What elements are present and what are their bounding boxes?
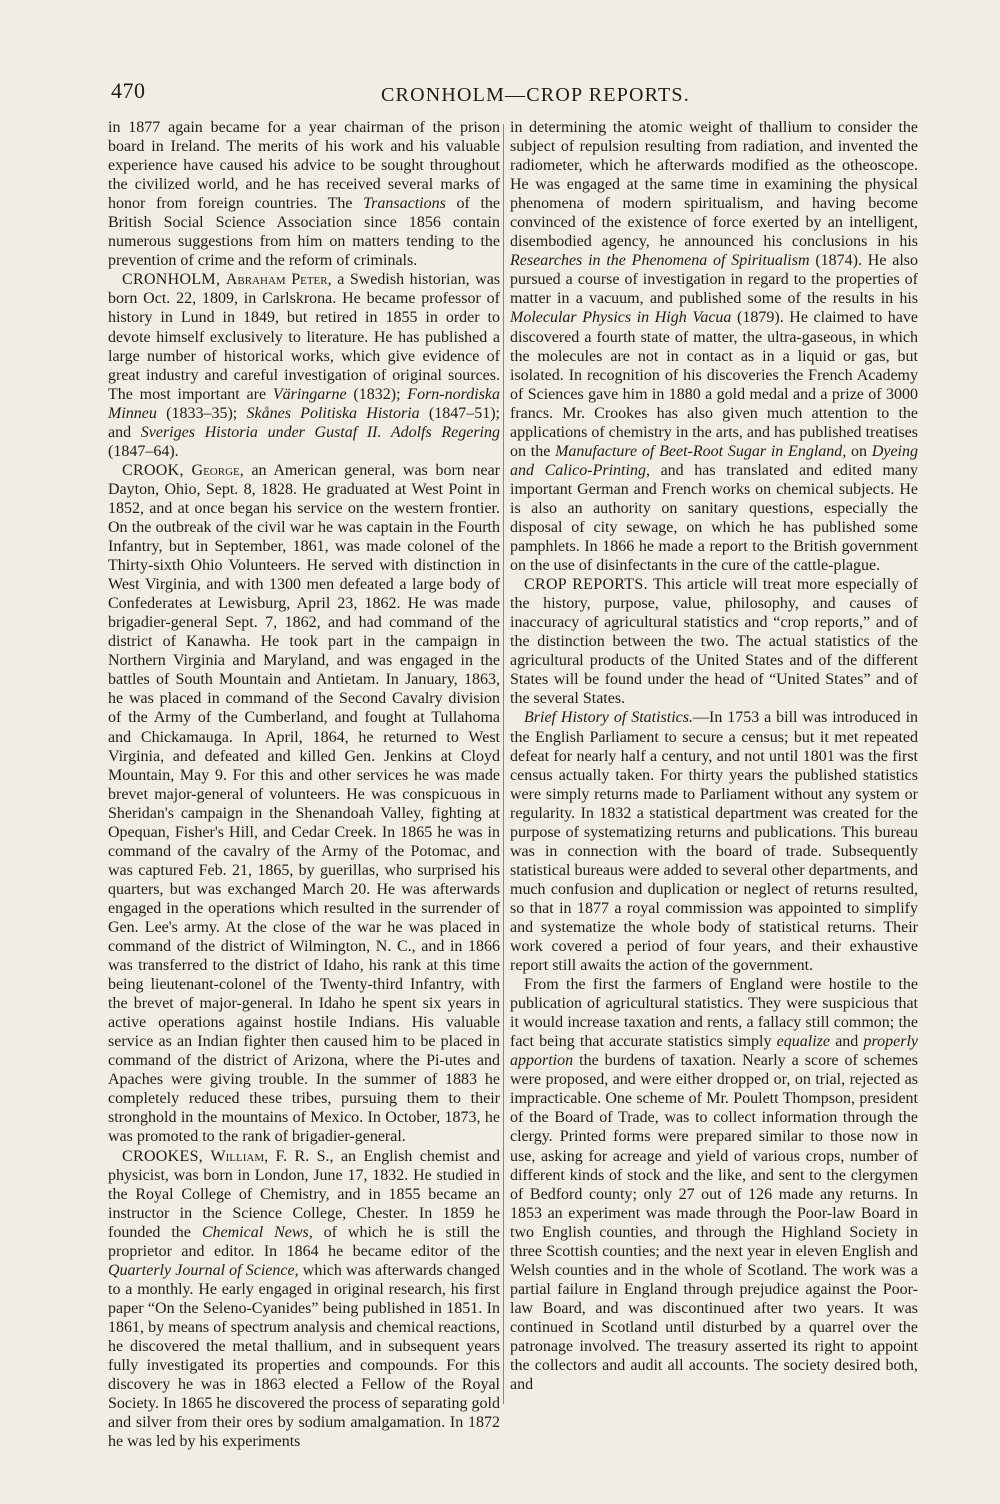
entry-head-crook: CROOK, <box>122 461 184 479</box>
entry-crook: CROOK, George, an American general, was born near Dayton, Ohio, Sept. 8, 1828. He graduated at West Point in 1852, and at once began his service on the western frontier. On the outbreak of the civil war he was captain in the Fourth Infantry, but in September, 1861, was made colonel of the Thirty-sixth Ohio Volunteers. He served with distinction in West Virginia, and with 1300 men defeated a large body of Confederates at Lewisburg, April 23, 1862. He was made brigadier-general Sept. 7, 1862, and had command of the district of Kanawha. He took part in the campaign in Northern Virginia and Maryland, and was engaged in the battles of South Mountain and Antietam. In January, 1863, he was placed in command of the Second Cavalry division of the Army of the Cumberland, and fought at Tullahoma and Chickamauga. In April, 1864, he returned to West Virginia, and defeated and killed Gen. Jenkins at Cloyd Mountain, May 9. For this and other services he was made brevet major-general of volunteers. He was conspicuous in Sheridan's campaign in the Shenandoah Valley, fighting at Opequan, Fisher's Hill, and Cedar Creek. In 1865 he was in command of the cavalry of the Army of the Potomac, and was captured Feb. 21, 1865, by guerillas, who surprised his quarters, but was exchanged March 20. He was afterwards engaged in the operations which resulted in the surrender of Gen. Lee's army. At the close of the war he was placed in command of the district of Wilmington, N. C., and in 1866 was transferred to the district of Idaho, his rank at this time being lieutenant-colonel of the Twenty-third Infantry, with the brevet of major-general. In Idaho he spent six years in active operations against hostile Indians. His valuable service as an Indian fighter then caused him to be placed in command of the district of Arizona, where the Pi-utes and Apaches were giving trouble. In the summer of 1883 he completely reduced these tribes, pursuing them to their stronghold in the mountains of Mexico. In October, 1873, he was promoted to the rank of brigadier-general. <box>108 461 501 1146</box>
prison-reform-paragraph: in 1877 again became for a year chairman of the prison board in Ireland. The merits of his work and his valuable experience have caused his advice to be sought throughout the civilized world, and he has received several marks of honor from foreign countries. The Transactions of the British Social Science Association since 1856 contain numerous suggestions from him on matters tending to the prevention of crime and the reform of criminals. <box>108 119 501 270</box>
left-column <box>108 118 500 1451</box>
right-column <box>510 118 918 1394</box>
entry-head-crookes: CROOKES, <box>122 1147 204 1165</box>
entry-name-crookes: William, <box>210 1147 269 1165</box>
entry-name-cronholm: Abraham Peter, <box>225 271 332 289</box>
page-header <box>0 74 1000 114</box>
entry-cronholm: CRONHOLM, Abraham Peter, a Swedish historian, was born Oct. 22, 1809, in Carlskrona. He became professor of history in Lund in 1849, but retired in 1855 in order to devote himself exclusively to literature. He has published a large number of historical works, which give evidence of great industry and careful investigation of original sources. The most important are Väringarne (1832); Forn-nordiska Minneu (1833–35); Skånes Politiska Historia (1847–51); and Sveriges Historia under Gustaf II. Adolfs Regering (1847–64). <box>108 271 501 460</box>
page-number: 470 <box>111 78 146 103</box>
column-divider <box>503 124 504 1404</box>
entry-crop-reports: CROP REPORTS. This article will treat more especially of the history, purpose, value, philosophy, and causes of inaccuracy of agricultural statistics and “crop reports,” and of the distinction between the two. The actual statistics of the agricultural products of the United States and of the different States will be found under the head of “United States” and of the several States. <box>510 576 918 708</box>
running-head: CRONHOLM—CROP REPORTS. <box>381 84 690 106</box>
entry-name-crook: George, <box>191 461 244 479</box>
entry-crookes: CROOKES, William, F. R. S., an English chemist and physicist, was born in London, June 17, 1832. He studied in the Royal College of Chemistry, and in 1855 became an instructor in the Science College, Chester. In 1859 he founded the Chemical News, of which he is still the proprietor and editor. In 1864 he became editor of the Quarterly Journal of Science, which was afterwards changed to a monthly. He early engaged in original research, his first paper “On the Seleno-Cyanides” being published in 1851. In 1861, by means of spectrum analysis and chemical reactions, he discovered the metal thallium, and in subsequent years fully investigated its properties and compounds. For this discovery he was in 1863 elected a Fellow of the Royal Society. In 1865 he discovered the process of separating gold and silver from their ores by sodium amalgamation. In 1872 he was led by his experiments <box>108 1147 501 1451</box>
farmers-paragraph: From the first the farmers of England were hostile to the publication of agricultural statistics. They were suspicious that it would increase taxation and rents, a fallacy still common; the fact being that accurate statistics simply equalize and properly apportion the burdens of taxation. Nearly a score of schemes were proposed, and were either dropped or, on trial, rejected as impracticable. One scheme of Mr. Poulett Thompson, president of the Board of Trade, was to collect information through the clergy. Printed forms were prepared similar to those now in use, asking for acreage and yield of various crops, number of different kinds of stock and the like, and sent to the clergymen of Bedford county; only 27 out of 126 made any returns. In 1853 an experiment was made through the Poor-law Board in two English counties, and through the Highland Society in three Scottish counties; and the next year in eleven English and Welsh counties and in the whole of Scotland. The work was a partial failure in England through prejudice against the Poor-law Board, and was discontinued after two years. It was continued in Scotland until disturbed by a quarrel over the patronage involved. The treasury asserted its right to appoint the collectors and audit all accounts. The society desired both, and <box>510 976 919 1394</box>
entry-head-crop-reports: CROP REPORTS. <box>524 576 648 594</box>
brief-history-paragraph: Brief History of Statistics.—In 1753 a bill was introduced in the English Parliament to secure a census; but it met repeated defeat for nearly half a century, and not until 1801 was the first census actually taken. For thirty years the published statistics were simply returns made to Parliament without any system or regularity. In 1832 a statistical department was created for the purpose of systematizing returns and publications. This bureau was in connection with the board of trade. Subsequently statistical bureaus were added to several other departments, and much confusion and duplication or neglect of returns resulted, so that in 1877 a royal commission was appointed to simplify and systematize the whole body of statistical returns. Their work covered a period of four years, and their exhaustive report still awaits the action of the government. <box>510 709 919 975</box>
entry-crookes-continued: in determining the atomic weight of thallium to consider the subject of repulsion resulting from radiation, and invented the radiometer, which he afterwards modified as the otheoscope. He was engaged at the same time in examining the physical phenomena of modern spiritualism, and having become convinced of the existence of force exerted by an intelligent, disembodied agency, he announced his conclusions in his Researches in the Phenomena of Spiritualism (1874). He also pursued a course of investigation in regard to the properties of matter in a vacuum, and published some of the results in his Molecular Physics in High Vacua (1879). He claimed to have discovered a fourth state of matter, the ultra-gaseous, in which the molecules are not in contact as in a liquid or gas, but isolated. In recognition of his discoveries the French Academy of Sciences gave him in 1880 a gold medal and a prize of 3000 francs. Mr. Crookes has also given much attention to the applications of chemistry in the arts, and has published treatises on the Manufacture of Beet-Root Sugar in England, on Dyeing and Calico-Printing, and has translated and edited many important German and French works on chemical subjects. He is also an authority on sanitary questions, especially the disposal of city sewage, on which he has published some pamphlets. In 1866 he made a report to the British government on the use of disinfectants in the cure of the cattle-plague. <box>510 119 919 575</box>
entry-head-cronholm: CRONHOLM, <box>122 271 221 289</box>
brief-history-heading: Brief History of Statistics. <box>524 709 693 727</box>
